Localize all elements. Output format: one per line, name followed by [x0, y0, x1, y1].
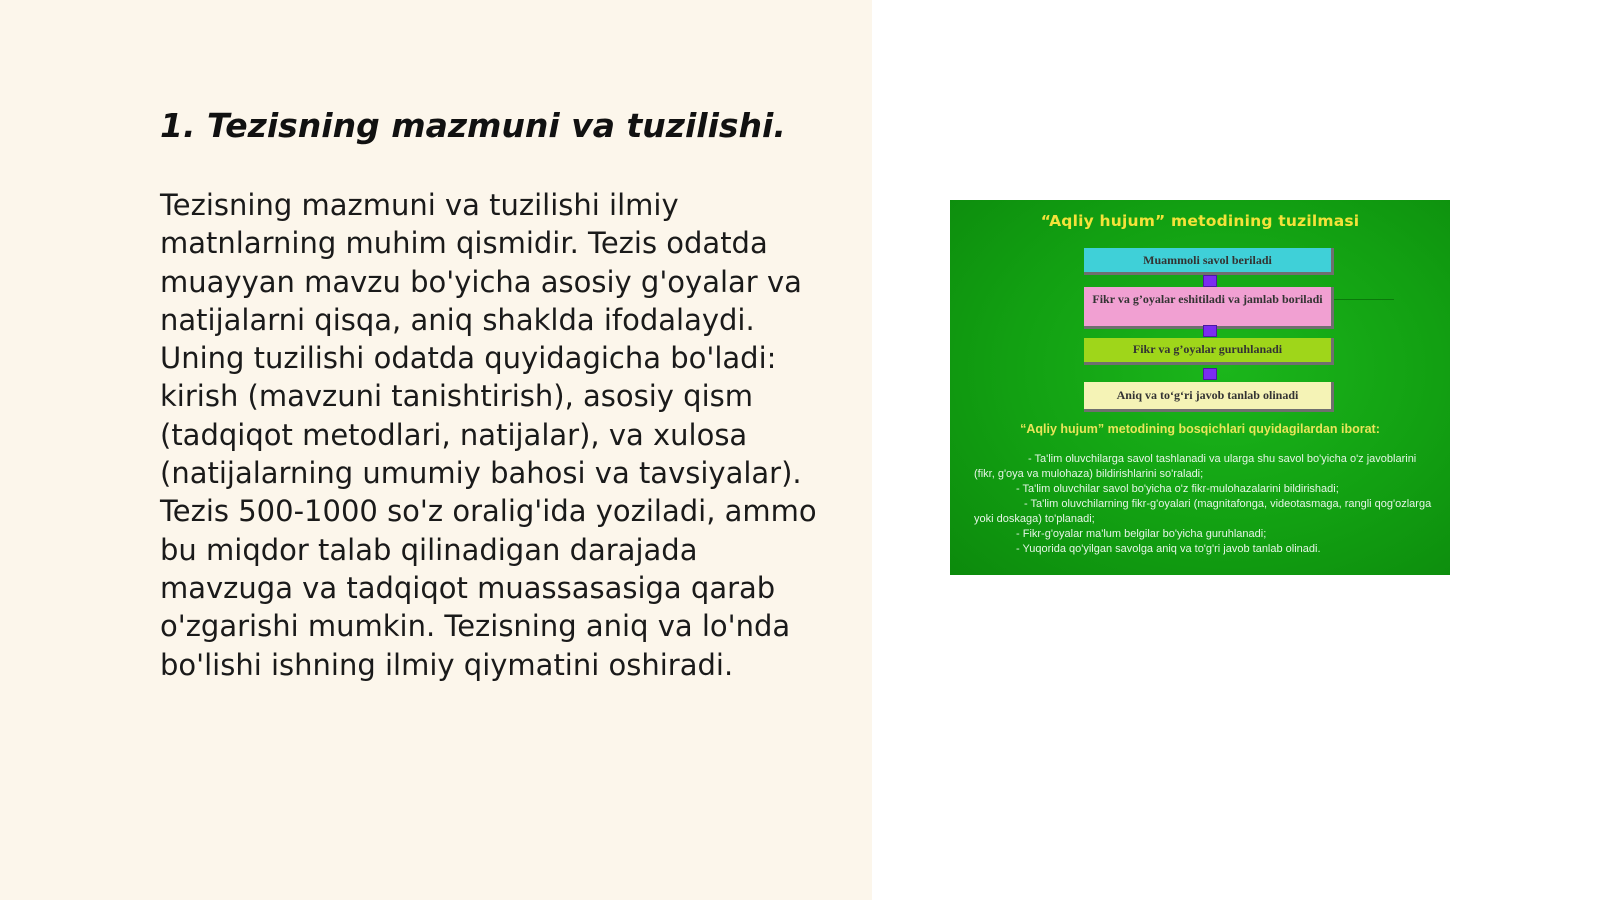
flow-step-2: Fikr va g’oyalar eshitiladi va jamlab boriladi — [1084, 287, 1334, 329]
down-arrow-icon — [1203, 368, 1217, 380]
diagram-title: “Aqliy hujum” metodining tuzilmasi — [1040, 212, 1360, 230]
slide-title: 1. Tezisning mazmuni va tuzilishi. — [160, 106, 786, 145]
list-item: - Ta'lim oluvchilar savol bo'yicha o'z fikr-mulohazalarini bildirishadi; — [1016, 483, 1339, 495]
divider — [1334, 299, 1394, 300]
flow-step-3: Fikr va g’oyalar guruhlanadi — [1084, 338, 1334, 365]
down-arrow-icon — [1203, 275, 1217, 287]
list-item: - Ta'lim oluvchilarning fikr-g'oyalari (magnitafonga, videotasmaga, rangli qog'ozlarga yoki doskaga) to'planadi; — [974, 498, 1432, 525]
down-arrow-icon — [1203, 325, 1217, 337]
list-item: - Yuqorida qo'yilgan savolga aniq va to'g'ri javob tanlab olinadi. — [1016, 543, 1321, 555]
slide-body-text: Tezisning mazmuni va tuzilishi ilmiy matnlarning muhim qismidir. Tezis odatda muayyan mavzu bo'yicha asosiy g'oyalar va natijalarni qisqa, aniq shaklda ifodalaydi. Uning tuzilishi odatda quyidagicha bo'ladi: kirish (mavzuni tanishtirish), asosiy qism (tadqiqot metodlari, natijalar), va xulosa (natijalarning umumiy bahosi va tavsiyalar). Tezis 500-1000 so'z oralig'ida yoziladi, ammo bu miqdor talab qilinadigan darajada mavzuga va tadqiqot muassasasiga qarab o'zgarishi mumkin. Tezisning aniq va lo'nda bo'lishi ishning ilmiy qiymatini oshiradi. — [160, 188, 817, 682]
diagram-subtitle: “Aqliy hujum” metodining bosqichlari quyidagilardan iborat: — [1020, 422, 1380, 436]
list-item: - Ta'lim oluvchilarga savol tashlanadi va ularga shu savol bo'yicha o'z javoblarini (fikr, g'oya va mulohaza) bildirishlarini so'raladi; — [974, 453, 1417, 480]
flow-step-1: Muammoli savol beriladi — [1084, 248, 1334, 275]
diagram-list — [974, 452, 1434, 557]
flow-step-4: Aniq va to‘g‘ri javob tanlab olinadi — [1084, 382, 1334, 412]
list-item: - Fikr-g'oyalar ma'lum belgilar bo'yicha guruhlanadi; — [1016, 528, 1267, 540]
brainstorm-diagram-image — [950, 200, 1450, 575]
